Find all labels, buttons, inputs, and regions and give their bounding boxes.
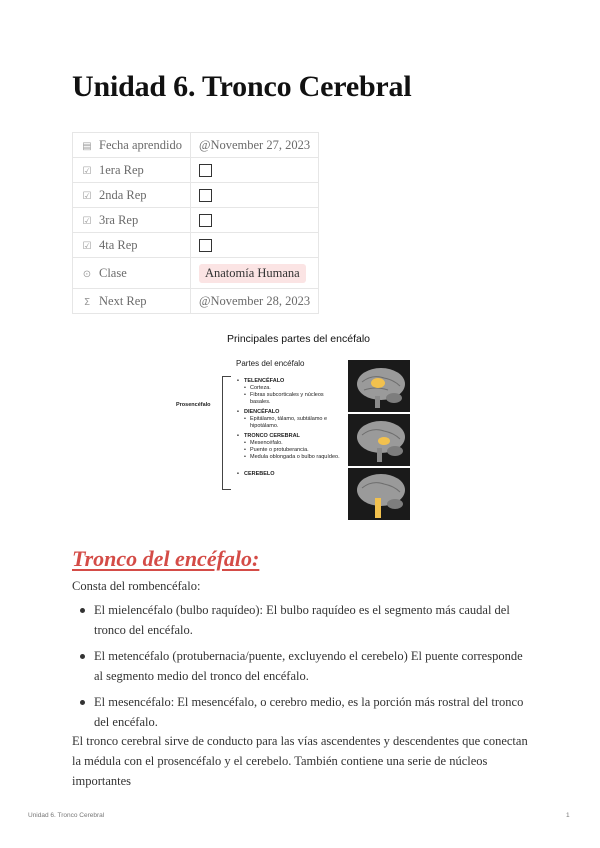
figure-left-label: Prosencéfalo [176,402,211,408]
property-key [73,133,191,158]
property-key-label: Clase [99,265,127,280]
brainstem-parts-list [72,601,534,739]
property-key [73,183,191,208]
figure-subitem: • Medula oblongada o bulbo raquídeo. [230,454,342,461]
property-key [73,233,191,258]
property-row [73,289,319,314]
properties-table [72,132,319,314]
property-row [73,233,319,258]
figure-heading: • DIENCÉFALO [230,409,342,416]
date-mention[interactable]: @November 27, 2023 [198,137,311,152]
figure-heading: • TELENCÉFALO [230,378,342,385]
property-value [190,133,318,158]
brain-image-brainstem [348,468,410,520]
property-row [73,183,319,208]
list-item: El mielencéfalo (bulbo raquídeo): El bulbo raquídeo es el segmento más caudal del tronco del encéfalo. [72,601,534,640]
page-title: Unidad 6. Tronco Cerebral [72,70,412,103]
figure-subitem: • Corteza. [230,385,342,392]
list-item: El mesencéfalo: El mesencéfalo, o cerebro medio, es la porción más rostral del tronco del encéfalo. [72,693,534,732]
property-value [190,289,318,314]
figure-title: Principales partes del encéfalo [227,333,371,345]
property-key [73,158,191,183]
figure-heading: • TRONCO CEREBRAL [230,433,342,440]
property-key-label: 3ra Rep [99,212,139,227]
property-row [73,158,319,183]
property-row [73,208,319,233]
intro-paragraph: Consta del rombencéfalo: [72,579,201,593]
rep-checkbox[interactable] [199,189,212,202]
property-key-label: 2nda Rep [99,187,147,202]
brain-image-telencephalon [348,360,410,412]
rep-checkbox[interactable] [199,214,212,227]
rep-checkbox[interactable] [199,239,212,252]
calendar-icon: ▤ [82,140,92,152]
footer-title: Unidad 6. Tronco Cerebral [28,812,105,819]
property-value [190,183,318,208]
list-item: El metencéfalo (protubernacia/puente, excluyendo el cerebelo) El puente corresponde al segmento medio del tronco del encéfalo. [72,647,534,686]
figure-subtitle: Partes del encéfalo [236,359,305,368]
brain-image-diencephalon [348,414,410,466]
checkbox-property-icon: ☑ [82,190,92,202]
property-row [73,258,319,289]
property-key-label: Fecha aprendido [99,137,182,152]
checkbox-property-icon: ☑ [82,240,92,252]
property-key-label: Next Rep [99,293,147,308]
figure-subitem: • Mesencéfalo. [230,440,342,447]
formula-icon: Σ [83,296,91,308]
figure-subitem: • Puente o protuberancia. [230,447,342,454]
property-key-label: 1era Rep [99,162,144,177]
date-mention[interactable]: @November 28, 2023 [198,293,311,308]
brain-parts-figure [170,330,420,525]
property-key-label: 4ta Rep [99,237,138,252]
property-value [190,233,318,258]
figure-heading: • CEREBELO [230,471,342,478]
class-tag[interactable]: Anatomía Humana [199,264,306,283]
select-icon: ⊙ [82,268,92,280]
checkbox-property-icon: ☑ [82,215,92,227]
figure-list [230,375,342,478]
property-value [190,158,318,183]
section-heading: Tronco del encéfalo: [72,546,260,571]
property-value [190,258,318,289]
page-number: 1 [566,812,570,819]
figure-subitem: • Epitálamo, tálamo, subtálamo e hipotálamo. [230,416,342,430]
figure-subitem: • Fibras subcorticales y núcleos basales. [230,392,342,406]
property-key [73,258,191,289]
rep-checkbox[interactable] [199,164,212,177]
closing-paragraph: El tronco cerebral sirve de conducto para las vías ascendentes y descendentes que conectan la médula con el prosencéfalo y el cerebelo. También contiene una serie de núcleos importantes [72,734,528,788]
property-row [73,133,319,158]
checkbox-property-icon: ☑ [82,165,92,177]
property-key [73,289,191,314]
property-value [190,208,318,233]
property-key [73,208,191,233]
